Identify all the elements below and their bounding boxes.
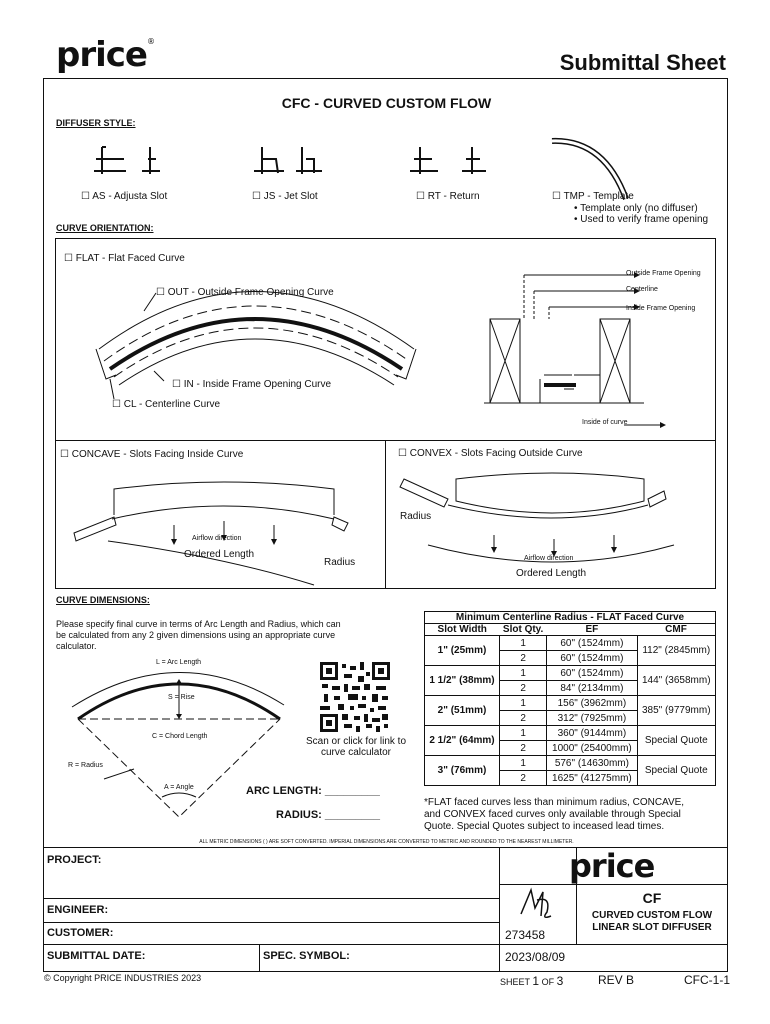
style-option-rt[interactable]: ☐ RT - Return [416,191,480,202]
table-note: *FLAT faced curves less than minimum radius, CONCAVE, and CONVEX faced curves only available through Special Quote. Special Quotes subject to inceased lead times. [424,797,685,832]
project-label: PROJECT: [47,854,102,866]
engineer-label: ENGINEER: [47,904,109,916]
model-code: CF [642,890,662,906]
table-row: 3" (76mm) 1 576" (14630mm) Special Quote [425,756,716,771]
section-label-centerline: Centerline [626,286,658,293]
revision: REV B [598,973,635,987]
orientation-cl[interactable]: ☐ CL - Centerline Curve [112,399,220,410]
radius-field[interactable]: RADIUS: _________ [276,809,380,821]
table-row: 2 312" (7925mm) [425,711,716,726]
inside-of-curve-label: Inside of curve [582,419,628,426]
curve-dimensions-heading: CURVE DIMENSIONS: [56,595,150,605]
copyright: © Copyright PRICE INDUSTRIES 2023 [44,973,202,983]
submittal-frame [43,78,728,848]
metric-note: ALL METRIC DIMENSIONS ( ) ARE SOFT CONVERTED. IMPERIAL DIMENSIONS ARE CONVERTED TO METRIC AND ROUNDED TO THE NEAREST MILLIMETER. [199,839,574,845]
spec-symbol-label: SPEC. SYMBOL: [263,950,350,962]
signature [517,886,557,922]
table-row: 2 84" (2134mm) [425,681,716,696]
price-logo: price® [56,35,154,75]
document-code: CFC-1-1 [684,973,731,987]
diffuser-style-heading: DIFFUSER STYLE: [56,118,136,128]
product-name: CURVED CUSTOM FLOW LINEAR SLOT DIFFUSER [591,910,713,933]
col-slot-qty: Slot Qty. [502,624,544,635]
table-row: 2 60" (1524mm) [425,651,716,666]
main-title: CFC - CURVED CUSTOM FLOW [281,95,492,111]
concave-airflow-label: Airflow direction [192,535,242,542]
qr-code[interactable] [320,662,390,732]
table-row: 1" (25mm) 1 60" (1524mm) 112" (2845mm) [425,636,716,651]
min-radius-table-wrap [424,611,716,786]
concave-ordered-length: Ordered Length [184,549,255,560]
col-cmf: CMF [637,624,715,636]
col-slot-width: Slot Width [425,624,500,636]
orientation-out[interactable]: ☐ OUT - Outside Frame Opening Curve [156,287,334,298]
section-label-outside: Outside Frame Opening [626,270,701,277]
convex-airflow-label: Airflow direction [524,555,574,562]
convex-ordered-length: Ordered Length [516,568,587,579]
section-label-inside: Inside Frame Opening [626,305,696,312]
table-row: 2 1000" (25400mm) [425,741,716,756]
arc-length-label: L = Arc Length [156,659,202,666]
table-row: 1 1/2" (38mm) 1 60" (1524mm) 144" (3658mm) [425,666,716,681]
title-block [43,848,728,972]
arc-length-field[interactable]: ARC LENGTH: _________ [246,785,380,797]
doc-number: 273458 [505,928,546,942]
orientation-flat[interactable]: ☐ FLAT - Flat Faced Curve [64,253,185,264]
tmp-note-1: • Template only (no diffuser) [574,203,698,214]
rise-label: S = Rise [168,694,195,701]
qr-scan-text[interactable]: Scan or click for link to curve calculator [305,736,407,758]
orientation-concave[interactable]: ☐ CONCAVE - Slots Facing Inside Curve [60,449,243,460]
radius-dim-label: R = Radius [68,762,103,769]
min-radius-table [424,623,716,786]
table-row: 2" (51mm) 1 156" (3962mm) 385" (9779mm) [425,696,716,711]
convex-radius-label: Radius [400,511,432,522]
tmp-note-2: • Used to verify frame opening [574,214,709,225]
customer-label: CUSTOMER: [47,927,114,939]
concave-radius-label: Radius [324,557,356,568]
style-option-tmp[interactable]: ☐ TMP - Template [552,191,634,202]
style-option-js[interactable]: ☐ JS - Jet Slot [252,191,318,202]
orientation-convex[interactable]: ☐ CONVEX - Slots Facing Outside Curve [398,448,583,459]
orientation-in[interactable]: ☐ IN - Inside Frame Opening Curve [172,379,331,390]
col-ef: EF [585,624,599,635]
curve-orientation-heading: CURVE ORIENTATION: [56,223,154,233]
curve-dimensions-description: Please specify final curve in terms of Arc Length and Radius, which can be calculated from any 2 given dimensions using an appropriate curve calculator. [56,619,341,651]
chord-label: C = Chord Length [152,733,208,740]
table-row: 2 1625" (41275mm) [425,771,716,786]
title-block-logo: price [569,847,655,885]
sheet-info: SHEET 1 OF 3 [500,974,564,988]
doc-date: 2023/08/09 [505,950,566,964]
sheet-title: Submittal Sheet [559,50,726,75]
table-row: 2 1/2" (64mm) 1 360" (9144mm) Special Quote [425,726,716,741]
min-radius-table-title: Minimum Centerline Radius - FLAT Faced Curve [424,611,716,623]
style-option-as[interactable]: ☐ AS - Adjusta Slot [81,191,167,202]
angle-label: A = Angle [164,784,194,791]
submittal-date-label: SUBMITTAL DATE: [47,950,146,962]
